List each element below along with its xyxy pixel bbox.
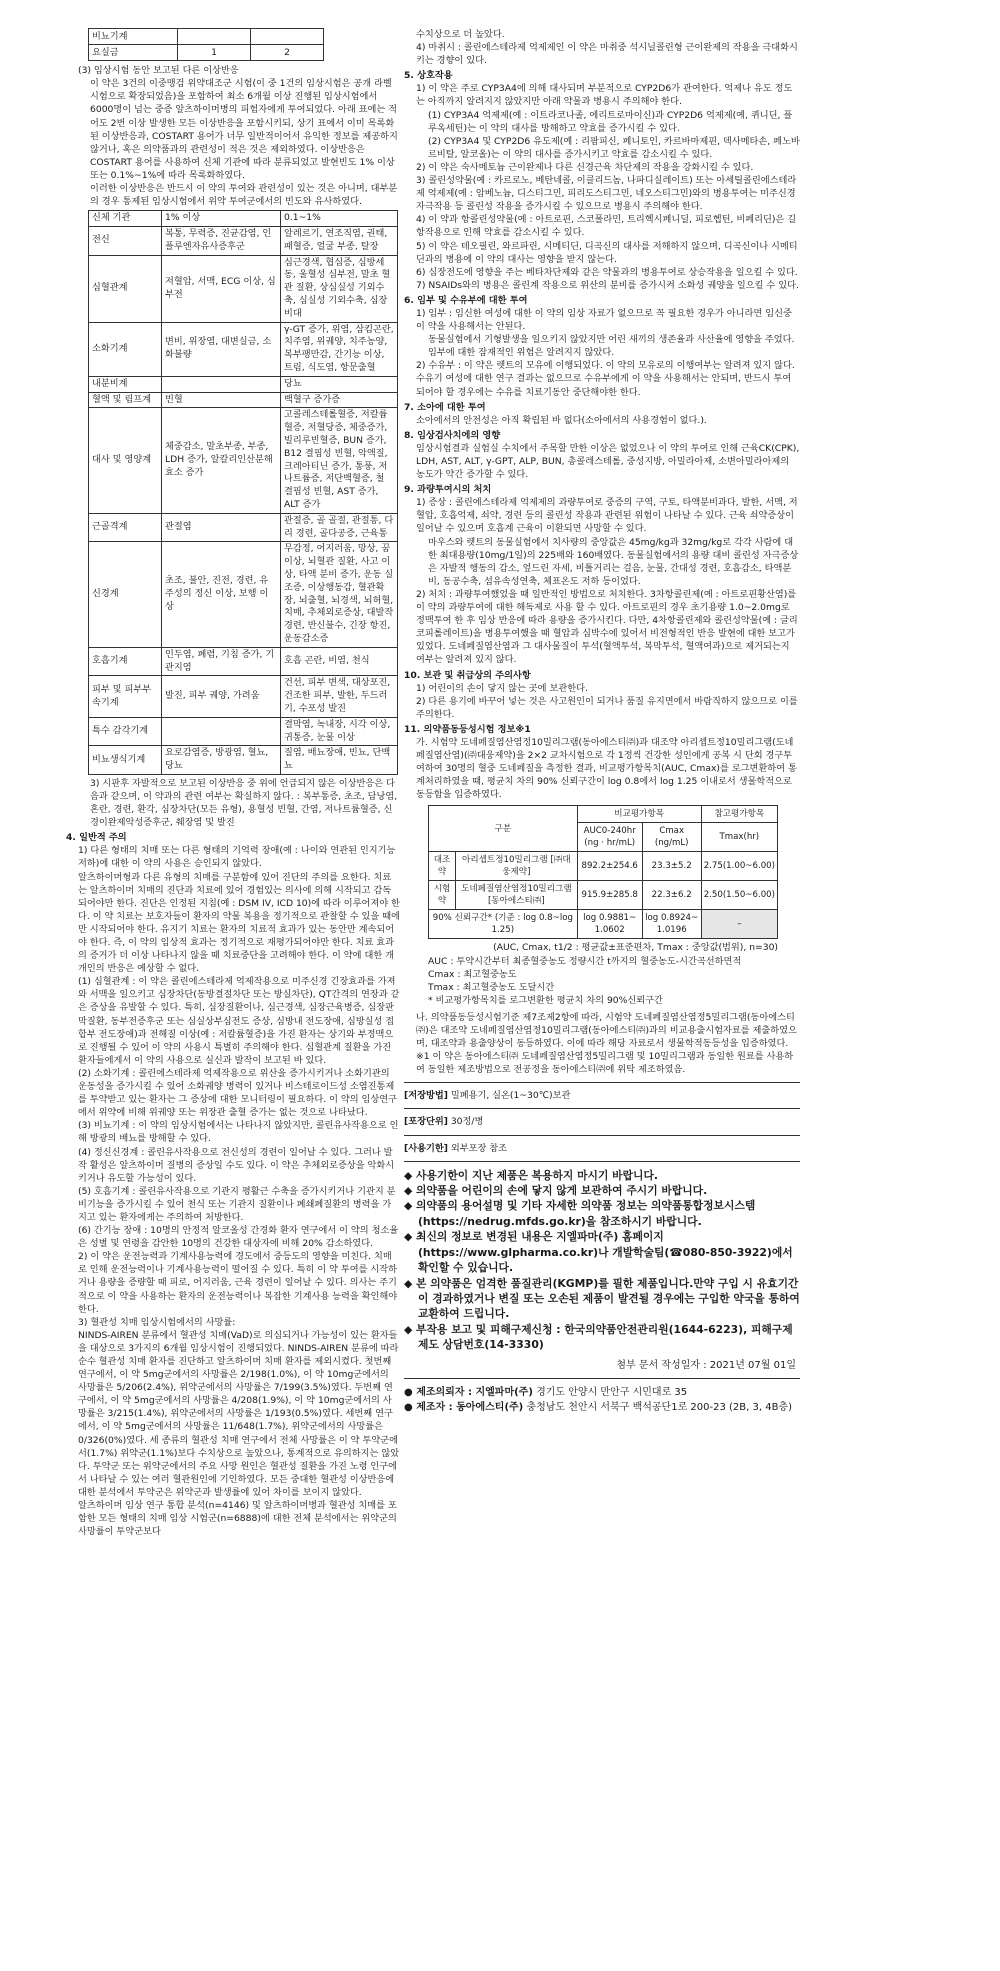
table-cell: 892.2±254.6: [577, 852, 642, 881]
table-row: [89, 322, 398, 376]
paragraph: 3) 시판후 자발적으로 보고된 이상반응 중 위에 언급되지 않은 이상반응은 다음과 같으며, 이 약과의 관련 여부는 확실하지 않다. : 복부통증, 초조, 담낭염, 혼란, 경련, 환각, 심장차단(모든 유형), 용혈성 빈혈, 간염, 저나트륨혈증, 신경이완제악성증후군, 췌장염 및 발진: [90, 777, 398, 829]
table-cell: 변비, 위장염, 대변실금, 소화불량: [162, 322, 281, 376]
table-note: Cmax : 최고혈중농도: [428, 968, 517, 980]
paragraph: 나. 의약품동등성시험기준 제7조제2항에 따라, 시험약 도네페질염산염정5밀리그램(동아에스티㈜)은 대조약 도네페질염산염정10밀리그램(동아에스티㈜)과의 비교용출시험자료를 제출하였으며, 대조약과 용출양상이 동등하였다. 이에 따라 해당 자료로서 생물학적동등성을 입증하였다.: [416, 1011, 797, 1050]
paragraph: (1) CYP3A4 억제제(예 : 이트라코나졸, 에리트로마이신)과 CYP2D6 억제제(예, 퀴니딘, 플루옥세틴)는 이 약의 대사를 방해하고 약효를 증가시킬 수 있다.: [428, 109, 793, 134]
table-cell: 아리셉트정10밀리그램 [㈜대웅제약]: [456, 852, 578, 881]
table-cell: 피부 및 피부부속기계: [89, 676, 162, 717]
table-cell: log 0.8924~ 1.0196: [642, 910, 701, 939]
table-note: Tmax : 최고혈중농도 도달시간: [428, 981, 555, 993]
table-cell: 소화기계: [89, 322, 162, 376]
table-cell: log 0.9881~ 1.0602: [577, 910, 642, 939]
table-cell: 1: [178, 45, 251, 61]
divider: [404, 1135, 800, 1136]
table-cell: 초조, 불안, 진전, 경련, 유주성의 정신 이상, 보행 이상: [162, 542, 281, 647]
paragraph: 4) 이 약과 항콜린성약물(예 : 아트로핀, 스코폴라민, 트리헥시페니딜, 피로헵틴, 비페리딘)은 길항작용으로 인해 약효를 감소시킬 수 있다.: [416, 214, 797, 239]
section-heading: 4. 일반적 주의: [66, 832, 127, 844]
table-row: [89, 408, 398, 513]
paragraph: NINDS-AIREN 분류에서 혈관성 치매(VaD)로 의심되거나 가능성이 있는 환자들을 대상으로 3가지의 6개월 임상시험이 진행되었다. NINDS-AIREN 분류에 따라 순수 혈관성 치매 환자를 진단하고 알츠하이머 치매 환자를 제외시켰다. 첫번째 연구에서, 이 약 5mg군에서의 사망률은 2/198(1.0%), 이 약 10mg군에서의 사망률은 5/206(2.4%), 위약군에서의 사망률은 7/199(3.5%)였다. 두번째 연구에서, 이 약 5mg군에서의 사망률은 4/208(1.9%), 이 약 10mg군에서의 사망률은 3/215(1.4%), 위약군에서의 사망률은 1/193(0.5%)였다. 세번째 연구에서, 이 약 5mg군에서의 사망률은 11/648(1.7%), 위약군에서의 사망률은 0/326(0%)였다. 세 종류의 혈관성 치매 연구에서 전체 사망률은 이 약 투약군에서(1.7%) 위약군(1.1%)보다 수치상으로 높았으나, 통계적으로 유의하지는 않았다. 투약군 또는 위약군에서의 주요 사망 원인은 혈관성 질환을 가진 노령 인구에서 나타날 수 있는 여러 혈관원인에 기인하였다. 모든 중대한 혈관성 이상반응에 대한 분석에서 투약군은 위약군과 발생률에 있어 차이를 보이지 않았다.: [78, 1329, 400, 1498]
table-cell: 심근경색, 협심증, 심방세동, 울혈성 심부전, 말초 혈관 질환, 상심실성 기외수축, 심실성 기외수축, 심장 비대: [281, 255, 398, 322]
paragraph: 1) 증상 : 콜린에스테라제 억제제의 과량투여로 중증의 구역, 구토, 타액분비과다, 발한, 서맥, 저혈압, 호흡억제, 쇠약, 경련 등의 콜린성 작용과 관련된 위험이 나타날 수 있다. 근육 쇠약증상이 일어날 수 있으며 호흡계 근육이 이환되면 사망할 수 있다.: [416, 497, 798, 535]
table-row: [89, 392, 398, 408]
table-row: [89, 29, 324, 45]
divider: [404, 1108, 800, 1109]
section-heading: 5. 상호작용: [404, 70, 453, 82]
table-cell: 도네페질염산염정10밀리그램 [동아에스티㈜]: [456, 881, 578, 910]
table-cell: 내분비계: [89, 376, 162, 392]
table-row: [89, 513, 398, 542]
paragraph: 2) 수유부 : 이 약은 렛트의 모유에 이행되었다. 이 약의 모유로의 이행여부는 알려져 있지 않다. 수유기 여성에 대한 연구 결과는 없으므로 수유부에게 이 약을 사용해서는 안되며, 반드시 투여되어야 할 경우에는 수유를 치료기동안 중단해야한 한다.: [416, 360, 795, 398]
table-cell: 2: [251, 45, 324, 61]
section-heading: 10. 보관 및 취급상의 주의사항: [404, 669, 531, 681]
section-heading: (3) 임상시험 동안 보고된 다른 이상반응: [78, 65, 239, 77]
manufacturer-client-address: 경기도 안양시 만안구 시민대로 35: [536, 1386, 688, 1398]
paragraph: 6) 심장전도에 영향을 주는 베타차단제와 같은 약물과의 병용투여로 상승작용을 일으킬 수 있다.: [416, 266, 798, 278]
section-heading: 6. 임부 및 수유부에 대한 투여: [404, 294, 528, 306]
package-value: 30정/병: [450, 1116, 484, 1128]
right-column: [404, 28, 800, 1415]
table-cell: [162, 717, 281, 746]
paragraph: 2) 이 약은 운전능력과 기계사용능력에 경도에서 중등도의 영향을 미친다. 치매로 인해 운전능력이나 기계사용능력이 떨어질 수 있다. 특히 이 약 투여를 시작하거나 용량을 증량할 때 피로, 어지러움, 근육 경련이 일어날 수 있다. 의사는 주기적으로 이 약을 사용하는 환자의 운전능력이나 복잡한 기계사용 능력을 확인해야 한다.: [78, 1251, 398, 1315]
table-row: [89, 255, 398, 322]
table-row: [89, 376, 398, 392]
paragraph: 알츠하이머형과 다른 유형의 치매를 구분함에 있어 진단의 주의를 요한다. 치료는 알츠하이머 치매의 진단과 치료에 있어 경험있는 의사에 의해 시작되고 감독되어야만 한다. 진단은 인정된 지침(예 : DSM IV, ICD 10)에 따라 이루어져야 한다. 이 약 치료는 보호자들이 환자의 약물 복용을 정기적으로 관찰할 수 있을 때에만 시작되어야 한다. 유지기 치료는 환자의 치료적 효과가 있는 동안만 계속되어야 한다. 즉, 이 약의 임상적 효과는 정기적으로 재평가되어야만 한다. 치료 효과의 증거가 더 이상 나타나지 않을 때 치료중단을 고려해야 한다. 이 약에 대한 개개인의 반응은 예상할 수 없다.: [78, 871, 400, 975]
storage-value: 밀폐용기, 실온(1~30℃)보관: [450, 1090, 571, 1102]
table-cell: 22.3±6.2: [642, 881, 701, 910]
table-cell: 915.9±285.8: [577, 881, 642, 910]
paragraph: (5) 호흡기계 : 콜린유사작용으로 기관지 평활근 수축을 증가시키거나 기관지 분비기능을 증가시킬 수 있어 천식 또는 기관지 질환이나 폐쇄폐질환의 병력을 가지고 있는 환자에게는 주의하여 처방한다.: [78, 1185, 396, 1223]
table-row: [89, 717, 398, 746]
table-cell: 신경계: [89, 542, 162, 647]
paragraph: 1) 어린이의 손이 닿지 않는 곳에 보관한다.: [416, 682, 588, 694]
table-note: AUC : 투약시간부터 최종혈중농도 정량시간 t까지의 혈중농도-시간곡선하면적: [428, 955, 742, 967]
column-header: 비교평가항목: [577, 806, 701, 823]
warning-item: ◆ 사용기한이 지난 제품은 복용하지 마시기 바랍니다.: [404, 1168, 658, 1182]
table-row: [89, 542, 398, 647]
paragraph: 5) 이 약은 테오필린, 와르파린, 시메티딘, 디곡신의 대사를 저해하지 않으며, 디곡신이나 시메티딘과의 병용에 이 약의 대사는 영향을 받지 않는다.: [416, 240, 798, 265]
table-cell: 비뇨생식기계: [89, 746, 162, 775]
warning-item: ◆ 의약품을 어린이의 손에 닿지 않게 보관하여 주시기 바랍니다.: [404, 1184, 708, 1198]
section-heading: 11. 의약품동등성시험 정보※1: [404, 723, 531, 735]
table-row: [89, 45, 324, 61]
table-cell: 전신: [89, 227, 162, 256]
divider: [404, 1378, 800, 1379]
table-cell: 관절증, 골 골절, 관절통, 다리 경련, 골다공증, 근육통: [281, 513, 398, 542]
table-cell: 체중감소, 말초부종, 부종, LDH 증가, 알칼리인산분해효소 증가: [162, 408, 281, 513]
table-cell: 호흡기계: [89, 647, 162, 676]
expiry-info: [404, 1142, 800, 1155]
table-cell: 특수 감각기계: [89, 717, 162, 746]
storage-info: [404, 1089, 800, 1102]
paragraph: (2) CYP3A4 및 CYP2D6 유도제(예 : 리팜피신, 페니토인, 카르바마제핀, 덱사메타손, 페노바르비탈, 알코올)는 이 약의 대사를 증가시키고 약효를 감소시킬 수 있다.: [428, 135, 800, 160]
table-cell: 백혈구 증가증: [281, 392, 398, 408]
column-header: 1% 이상: [162, 211, 281, 227]
table-cell: 건선, 피부 변색, 대상포진, 건조한 피부, 발한, 두드러기, 수포성 발진: [281, 676, 398, 717]
section-heading: 7. 소아에 대한 투여: [404, 401, 486, 413]
table-cell: 요실금: [89, 45, 178, 61]
divider: [404, 1082, 800, 1083]
paragraph: 소아에서의 안전성은 아직 확립된 바 없다(소아에서의 사용경험이 없다.).: [416, 414, 707, 426]
section-heading: 8. 임상검사치에의 영향: [404, 429, 501, 441]
warning-box: [404, 1168, 800, 1353]
table-cell: 발진, 피부 궤양, 가려움: [162, 676, 281, 717]
table-cell: 인두염, 폐렴, 기침 증가, 기관지염: [162, 647, 281, 676]
paragraph: 이 약은 3건의 이중맹검 위약대조군 시험(이 중 1건의 임상시험은 공개 라벨시험으로 확장되었음)을 포함하여 최소 6개월 이상 진행된 임상시험에서 6000명이 넘는 중증 알츠하이머병의 피험자에게 투여되었다. 아래 표에는 적어도 2번 이상 발생한 모든 이상반응을 포함시키되, 상기 표에서 이미 목록화된 이상반응과, COSTART 용어가 너무 일반적이어서 유익한 정보를 제공하지 않거나, 혹은 의약품과의 관련성이 적은 것은 제외하였다. 이상반응은 COSTART 용어를 사용하여 신체 기관에 따라 분류되었고 발현빈도 1% 이상 또는 0.1%~1%에 따라 목록화하였다.: [90, 78, 398, 181]
paragraph: ※1 이 약은 동아에스티㈜ 도네페질염산염정5밀리그램 및 10밀리그램과 동일한 원료를 사용하여 동일한 제조방법으로 전공정을 동아에스티㈜에 위탁 제조하였음.: [416, 1051, 794, 1076]
table-cell: 알레르기, 연조직염, 권태, 패혈증, 얼굴 부종, 탈장: [281, 227, 398, 256]
table-cell: 고콜레스테롤혈증, 저칼륨혈증, 저혈당증, 체중증가, 빌리루빈혈증, BUN 증가, B12 결핍성 빈혈, 악액질, 크레아티닌 증가, 통풍, 저나트륨증, 저단백혈증, 철 결핍성 빈혈, AST 증가, ALT 증가: [281, 408, 398, 513]
paragraph: 3) 콜린성약물(예 : 카르로노, 베탄네콜, 이클리드놈, 나파디실레이트) 또는 아세틸콜린에스테라제 억제제(예 : 암베노늄, 디스티그민, 피리도스티그민, 네오스티그민)와의 병용투여는 미주신경 자극작용 등 콜린성 작용을 증가시킬 수 있으므로 병용시 주의해야 한다.: [416, 175, 797, 213]
paragraph: (2) 소화기계 : 콜린에스테라제 억제작용으로 위산을 증가시키거나 소화기관의 운동성을 증가시킬 수 있어 소화궤양 병력이 있거나 비스테로이드성 소염진통제를 투약받고 있는 환자는 그 증상에 대한 모니터링이 필요하다. 이 약의 임상연구에서 위약에 비해 위궤양 또는 위장관 출혈 증가는 없는 것으로 나타났다.: [78, 1067, 398, 1119]
manufacturer-client-label: ● 제조의뢰자 : 지엘파마(주): [404, 1386, 533, 1398]
table-row: [429, 881, 778, 910]
package-info: [404, 1115, 800, 1128]
paragraph: (6) 간기능 장애 : 10명의 안정적 알코올성 간경화 환자 연구에서 이 약의 청소율은 성별 및 연령을 감안한 10명의 건강한 대상자에 비해 20% 감소하였다.: [78, 1225, 399, 1250]
table-row: [89, 746, 398, 775]
paragraph: 1) 다른 형태의 치매 또는 다른 형태의 기억력 장애(예 : 나이와 연관된 인지기능 저하)에 대한 이 약의 사용은 승인되지 않았다.: [78, 845, 396, 870]
table-row: [89, 227, 398, 256]
expiry-label: [사용기한]: [404, 1142, 448, 1154]
table-row: [429, 852, 778, 881]
expiry-value: 외부포장 참조: [450, 1142, 507, 1154]
table-cell: 2.75(1.00~6.00): [701, 852, 777, 881]
bioequivalence-table: [428, 805, 778, 939]
column-header: 신체 기관: [89, 211, 162, 227]
package-label: [포장단위]: [404, 1116, 448, 1128]
table-cell: [162, 376, 281, 392]
table-cell: 결막염, 녹내장, 시각 이상, 귀통증, 눈물 이상: [281, 717, 398, 746]
table-header-row: [429, 806, 778, 823]
manufacturer-label: ● 제조자 : 동아에스티(주): [404, 1401, 524, 1413]
warning-item: ◆ 본 의약품은 엄격한 품질관리(KGMP)를 필한 제품입니다.만약 구입 시 유효기간이 경과하였거나 변질 또는 오손된 제품이 발견될 경우에는 구입한 약국을 통하여 교환하여 드립니다.: [404, 1276, 800, 1321]
table-note: (AUC, Cmax, t1/2 : 평균값±표준편차, Tmax : 중앙값(범위), n=30): [493, 942, 778, 954]
table-row: [89, 676, 398, 717]
paragraph: (1) 심혈관계 : 이 약은 콜린에스테라제 억제작용으로 미주신경 긴장효과를 가져와 서맥을 일으키고 심장차단(동방결절차단 또는 방실차단), QT간격의 연장과 같은 증상을 유발할 수 있다. 특히, 심장질환이나, 심근경색, 심장근육병증, 심장판막질환, 동부전증후군 또는 심실상부심전도 증상, 심방내 전도장애, 심방실성 접합부 전도장애)과 전해질 이상(예 : 저칼륨혈증)을 가진 환자는 상기와 부정맥으로 진행될 수 있어 이 약의 사용시 특별히 주의해야 한다. 심혈관계 질환을 가진 환자들에게서 이 약의 사용으로 실신과 발작이 보고된 바 있다.: [78, 976, 400, 1066]
table-row: [89, 647, 398, 676]
section-heading: 9. 과량투여시의 처치: [404, 484, 492, 496]
manufacturer-address: 충청남도 천안시 서북구 백석공단1로 200-23 (2B, 3, 4B층): [526, 1401, 792, 1413]
table-cell: 2.50(1.50~6.00): [701, 881, 777, 910]
table-header-row: [89, 211, 398, 227]
table-cell: 비뇨기계: [89, 29, 178, 45]
table-cell: 90% 신뢰구간* (기준 : log 0.8~log 1.25): [429, 910, 578, 939]
paragraph: 가. 시험약 도네페질염산염정10밀리그램(동아에스티㈜)과 대조약 아리셉트정10밀리그램(도네페질염산염)(㈜대웅제약)을 2×2 교차시험으로 각 1정씩 건강한 성인에게 공복 시 단회 경구투여하여 30명의 혈중 도네페질을 측정한 결과, 비교평가항목치(AUC, Cmax)를 로그변환하여 통계처리하였을 때, 평균치 차의 90% 신뢰구간이 log 0.8에서 log 1.25 이내로서 생물학적으로 동등함을 입증하였다.: [416, 736, 797, 801]
paragraph: 2) 다른 용기에 바꾸어 넣는 것은 사고원인이 되거나 품질 유지면에서 바람직하지 않으므로 이를 주의한다.: [416, 695, 798, 720]
paragraph: 마우스와 렛트의 동물실험에서 치사량의 중앙값은 45mg/kg과 32mg/kg로 각각 사람에 대한 최대용량(10mg/1일)의 225배와 160배였다. 동물실험에서의 용량 대비 콜린성 자극증상은 자발적 행동의 감소, 엎드린 자세, 비틀거리는 걸음, 눈물, 간대성 경련, 호흡감소, 타액분비, 동공수축, 섬유속성연축, 체표온도 저하 등이었다.: [428, 536, 799, 587]
paragraph: 임상시험결과 실험실 수치에서 주목할 만한 이상은 없었으나 이 약의 투여로 인해 근육CK(CPK), LDH, AST, ALT, γ-GPT, ALP, BUN, 총콜레스테롤, 중성지방, 아밀라아제, 소변아밀라아제의 농도가 약간 증가할 수 있다.: [416, 442, 800, 481]
paragraph: 이러한 이상반응은 반드시 이 약의 투여와 관련성이 있는 것은 아니며, 대부분의 경우 통제된 임상시험에서 위약 투여군에서의 빈도와 유사하였다.: [90, 183, 398, 208]
paragraph: 1) 임부 : 임신한 여성에 대한 이 약의 임상 자료가 없으므로 꼭 필요한 경우가 아니라면 임신중이 약을 사용해서는 안된다.: [416, 307, 792, 333]
table-cell: 혈액 및 림프계: [89, 392, 162, 408]
left-column: [66, 28, 400, 1538]
adverse-event-table: [88, 210, 398, 775]
table-row: [429, 910, 778, 939]
paragraph: 2) 처치 : 과량투여했었을 때 일반적인 방법으로 처치한다. 3차항콜린제(예 : 아트로핀황산염)를 이 약의 과량투여에 대한 해독제로 사용 할 수 있다. 아트로핀의 경우 초기용량 1.0~2.0mg로 정맥투여 한 후 임상 반응에 따라 용량을 증가시킨다. 다만, 4차항콜린제와 콜린성약물(예 : 글리코피롤레이트)을 병용투여했을 때 혈압과 심박수에 있어서 비전형적인 반응 발현에 대한 보고가 있었다. 도네페질염산염과 그 대사물질이 투석(혈액투석, 복막투석, 혈액여과)으로 제거되는지 여부는 알려져 있지 않다.: [416, 588, 798, 666]
paragraph: 4) 마취시 : 콜린에스테라제 억제제인 이 약은 마취중 석시닐콜린형 근이완제의 작용을 극대화시키는 경향이 있다.: [416, 42, 798, 67]
paragraph: 1) 이 약은 주로 CYP3A4에 의해 대사되며 부분적으로 CYP2D6가 관여한다. 억제나 유도 정도는 아직까지 알려지지 않았지만 아래 약물과 병용시 주의해야 한다.: [416, 83, 793, 108]
warning-item: ◆ 최신의 정보로 변경된 내용은 지엘파마(주) 홈페이지(https://www.glpharma.co.kr)나 개발학술팀(☎080-850-3922)에서 확인할 수 있습니다.: [404, 1230, 793, 1275]
manufacturer-client: [404, 1385, 800, 1400]
column-header: Cmax (ng/mL): [642, 823, 701, 852]
storage-label: [저장방법]: [404, 1090, 448, 1102]
manufacturer: [404, 1400, 800, 1415]
column-header: 구분: [429, 806, 578, 852]
table-cell: 23.3±5.2: [642, 852, 701, 881]
table-cell: –: [701, 910, 777, 939]
table-cell: 복통, 무력증, 진균감염, 인플루엔자유사증후군: [162, 227, 281, 256]
table-cell: 시험약: [429, 881, 456, 910]
paragraph: (4) 정신신경계 : 콜린유사작용으로 전신성의 경련이 일어날 수 있다. 그러나 발작 활성은 알츠하이머 질병의 증상일 수도 있다. 이 약은 추체외로증상을 악화시키거나 유도할 가능성이 있다.: [78, 1146, 395, 1184]
table-cell: 저혈압, 서맥, ECG 이상, 심부전: [162, 255, 281, 322]
table-cell: 질염, 배뇨장애, 빈뇨, 단백뇨: [281, 746, 398, 775]
paragraph: 알츠하이머 임상 연구 통합 분석(n=4146) 및 알츠하이머병과 혈관성 치매를 포함한 모든 형태의 치매 임상 시험군(n=6888)에 대한 전체 분석에서는 위약군의 사망률이 투약군보다: [78, 1500, 397, 1538]
table-cell: 관절염: [162, 513, 281, 542]
paragraph: 7) NSAIDs와의 병용은 콜린계 작용으로 위산의 분비를 증가시켜 소화성 궤양을 일으킬 수 있다.: [416, 279, 799, 291]
document-date: 첨부 문서 작성일자 : 2021년 07월 01일: [616, 1359, 796, 1371]
table-cell: 무감정, 어지러움, 망상, 꿈이상, 뇌혈관 질환, 사고 이상, 타액 분비 증가, 운동 실조증, 이상행동감, 혈관확장, 뇌출혈, 뇌경색, 뇌허혈, 치매, 추체외로증상, 대발작경련, 반신불수, 긴장 항진, 운동감소증: [281, 542, 398, 647]
column-header: 0.1~1%: [281, 211, 398, 227]
divider: [404, 1161, 800, 1162]
column-header: 참고평가항목: [701, 806, 777, 823]
paragraph: 동물실험에서 기형발생을 일으키지 않았지만 어린 새끼의 생존율과 사산율에 영향을 주었다. 임부에 대한 잠재적인 위험은 알려지지 않았다.: [428, 334, 795, 359]
table-cell: 대사 및 영양계: [89, 408, 162, 513]
warning-item: ◆ 의약품의 용어설명 및 기타 자세한 의약품 정보는 의약품통합정보시스템(https://nedrug.mfds.go.kr)을 참조하시기 바랍니다.: [404, 1199, 756, 1228]
column-header: AUC0-240hr (ng · hr/mL): [577, 823, 642, 852]
table-cell: 대조약: [429, 852, 456, 881]
table-cell: 심혈관계: [89, 255, 162, 322]
table-cell: γ-GT 증가, 위염, 삼킴곤란, 치주염, 위궤양, 치주농양, 복부팽만감, 간기능 이상, 트림, 식도염, 항문출혈: [281, 322, 398, 376]
table-cell: [178, 29, 251, 45]
table-cell: 당뇨: [281, 376, 398, 392]
table-cell: 호흡 곤란, 비염, 천식: [281, 647, 398, 676]
table-note: * 비교평가항목치를 로그변환한 평균치 차의 90%신뢰구간: [428, 994, 663, 1006]
urinary-table: [88, 28, 324, 61]
paragraph: 수치상으로 더 높았다.: [416, 29, 505, 40]
paragraph: (3) 비뇨기계 : 이 약의 임상시험에서는 나타나지 않았지만, 콜린유사작용으로 인해 방광의 배뇨를 방해할 수 있다.: [78, 1120, 399, 1145]
table-cell: [251, 29, 324, 45]
warning-item: ◆ 부작용 보고 및 피해구제신청 : 한국의약품안전관리원(1644-6223), 피해구제 제도 상담번호(14-3330): [404, 1322, 793, 1352]
paragraph: 2) 이 약은 숙사메토늄 근이완제나 다른 신경근육 차단제의 작용을 강화시킬 수 있다.: [416, 161, 754, 173]
paragraph: 3) 혈관성 치매 임상시험에서의 사망률:: [78, 1316, 236, 1328]
table-cell: 요로감염증, 방광염, 혈뇨, 당뇨: [162, 746, 281, 775]
column-header: Tmax(hr): [701, 823, 777, 852]
table-cell: 빈혈: [162, 392, 281, 408]
table-cell: 근골격계: [89, 513, 162, 542]
